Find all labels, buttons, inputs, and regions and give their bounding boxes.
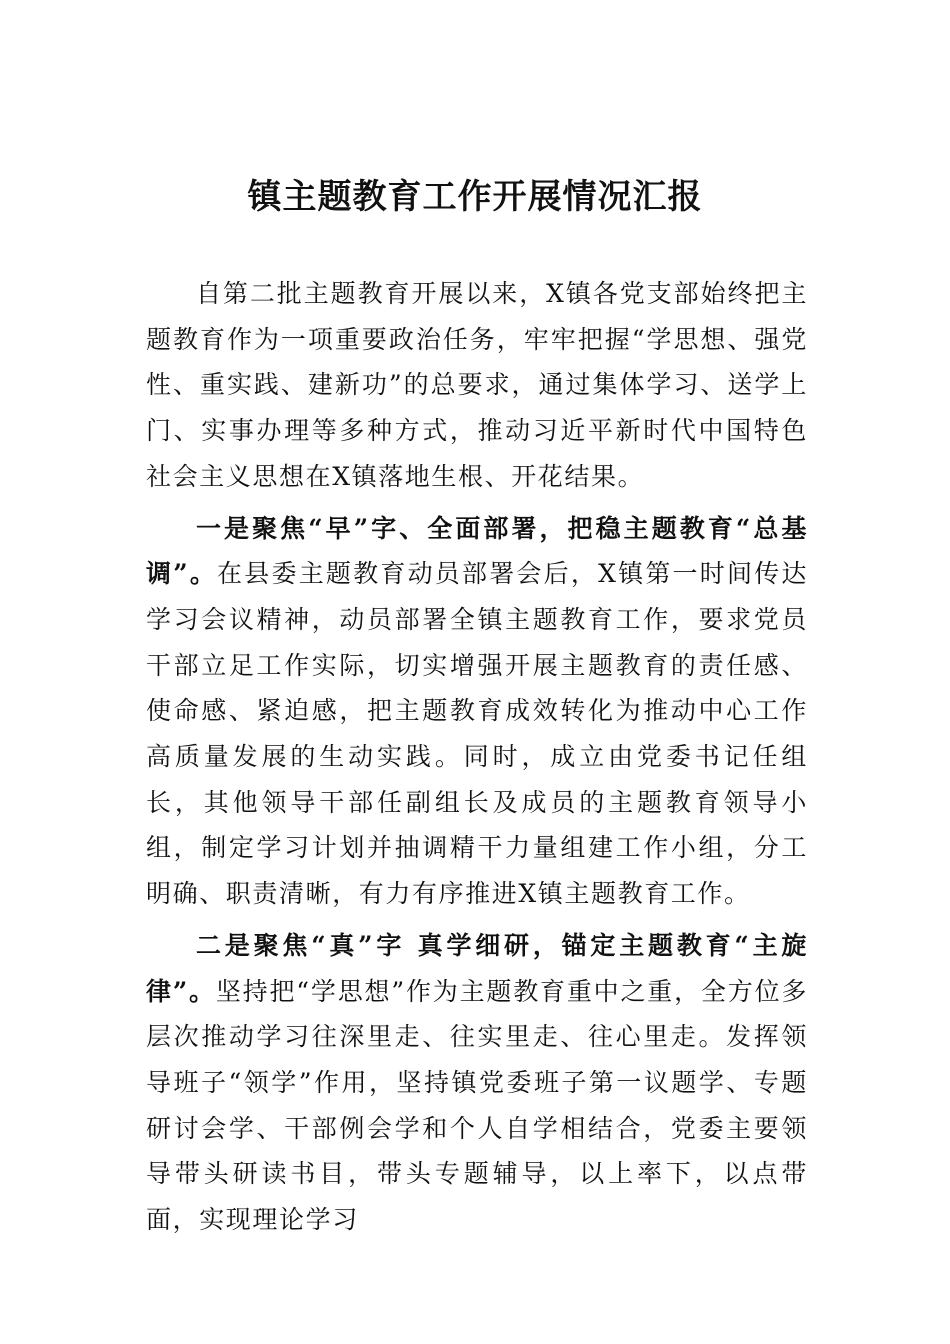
paragraph-section-one	[146, 506, 808, 917]
document-title: 镇主题教育工作开展情况汇报	[247, 177, 703, 217]
section-one-heading: 一是聚焦“早”字、全面部署，把稳主题教育“总基调”。	[146, 513, 808, 589]
section-two-text: 坚持把“学思想”作为主题教育重中之重，全方位多层次推动学习往深里走、往实里走、往心里走。发挥领导班子“领学”作用，坚持镇党委班子第一议题学、专题研讨会学、干部例会学和个人自学相结合，党委主要领导带头研读书目，带头专题辅导，以上率下，以点带面，实现理论学习	[146, 976, 808, 1235]
document-body	[146, 271, 808, 1249]
section-two-heading: 二是聚焦“真”字 真学细研，锚定主题教育“主旋律”。	[146, 930, 808, 1006]
paragraph-intro	[146, 271, 808, 500]
paragraph-intro-text: 自第二批主题教育开展以来，X镇各党支部始终把主题教育作为一项重要政治任务，牢牢把握“学思想、强党性、重实践、建新功”的总要求，通过集体学习、送学上门、实事办理等多种方式，推动习近平新时代中国特色社会主义思想在X镇落地生根、开花结果。	[146, 279, 808, 491]
section-one-text: 在县委主题教育动员部署会后，X镇第一时间传达学习会议精神，动员部署全镇主题教育工作，要求党员干部立足工作实际，切实增强开展主题教育的责任感、使命感、紧迫感，把主题教育成效转化为推动中心工作高质量发展的生动实践。同时，成立由党委书记任组长，其他领导干部任副组长及成员的主题教育领导小组，制定学习计划并抽调精干力量组建工作小组，分工明确、职责清晰，有力有序推进X镇主题教育工作。	[146, 559, 809, 909]
paragraph-section-two	[146, 923, 808, 1243]
